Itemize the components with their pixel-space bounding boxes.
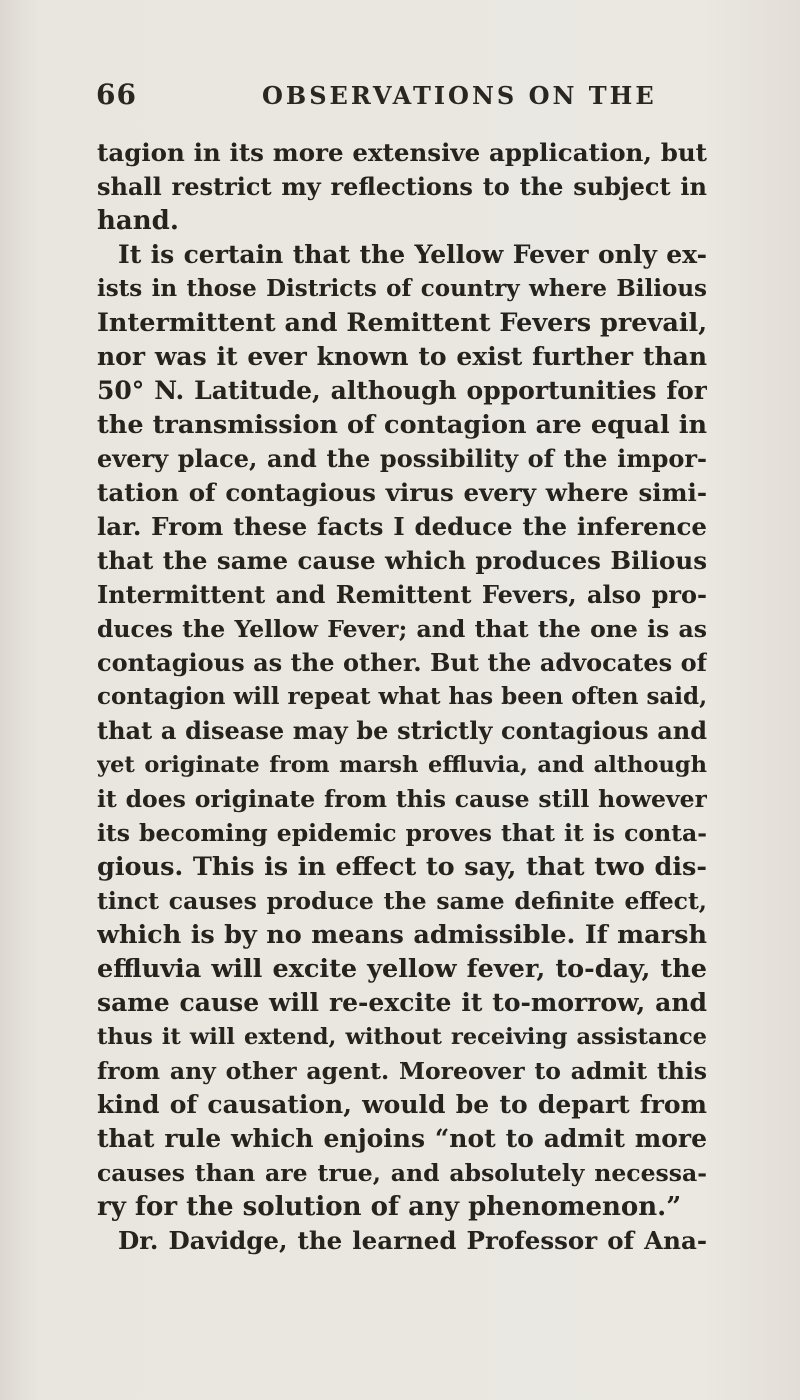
text-line: lar. From these facts I deduce the inference — [97, 512, 707, 541]
text-line: the transmission of contagion are equal in — [97, 410, 707, 440]
text-line: effluvia will excite yellow fever, to-day, the — [97, 954, 707, 984]
text-line: tinct causes produce the same definite effect, — [97, 887, 707, 915]
text-line: shall restrict my reflections to the subject in — [97, 172, 707, 201]
text-line: gious. This is in effect to say, that two dis- — [97, 852, 707, 882]
text-line: that rule which enjoins “not to admit more — [97, 1124, 707, 1153]
page-header — [0, 72, 800, 112]
text-line: hand. — [97, 206, 179, 236]
text-line: same cause will re-excite it to-morrow, and — [97, 988, 707, 1017]
text-line: it does originate from this cause still however — [97, 785, 707, 813]
text-line: tation of contagious virus every where simi- — [97, 478, 707, 507]
text-line: that a disease may be strictly contagious and — [97, 716, 707, 745]
text-line: 50° N. Latitude, although opportunities for — [97, 376, 707, 405]
text-line: ists in those Districts of country where Bilious — [97, 275, 707, 302]
text-line: contagious as the other. But the advocates of — [97, 648, 707, 677]
text-line: causes than are true, and absolutely necessa- — [97, 1159, 707, 1187]
text-line: which is by no means admissible. If marsh — [97, 920, 707, 950]
text-line: ry for the solution of any phenomenon.” — [97, 1192, 682, 1222]
page-number: 66 — [96, 78, 137, 111]
text-line: thus it will extend, without receiving assistance — [97, 1024, 707, 1050]
text-line: from any other agent. Moreover to admit this — [97, 1057, 707, 1085]
text-line: that the same cause which produces Bilious — [97, 546, 707, 575]
text-line: tagion in its more extensive application, but — [97, 138, 707, 167]
text-line: duces the Yellow Fever; and that the one is as — [97, 615, 707, 643]
text-line: yet originate from marsh effluvia, and although — [97, 752, 707, 778]
running-head: OBSERVATIONS ON THE — [262, 81, 657, 110]
text-line: Dr. Davidge, the learned Professor of Ana- — [118, 1226, 707, 1255]
text-line: Intermittent and Remittent Fevers, also pro- — [97, 580, 707, 609]
text-line: every place, and the possibility of the impor- — [97, 444, 707, 473]
text-line: nor was it ever known to exist further than — [97, 342, 707, 371]
text-line: Intermittent and Remittent Fevers prevail, — [97, 308, 707, 338]
text-line: It is certain that the Yellow Fever only ex- — [118, 240, 707, 269]
text-line: contagion will repeat what has been often said, — [97, 683, 707, 710]
text-line: its becoming epidemic proves that it is conta- — [97, 819, 707, 847]
text-line: kind of causation, would be to depart from — [97, 1090, 707, 1119]
